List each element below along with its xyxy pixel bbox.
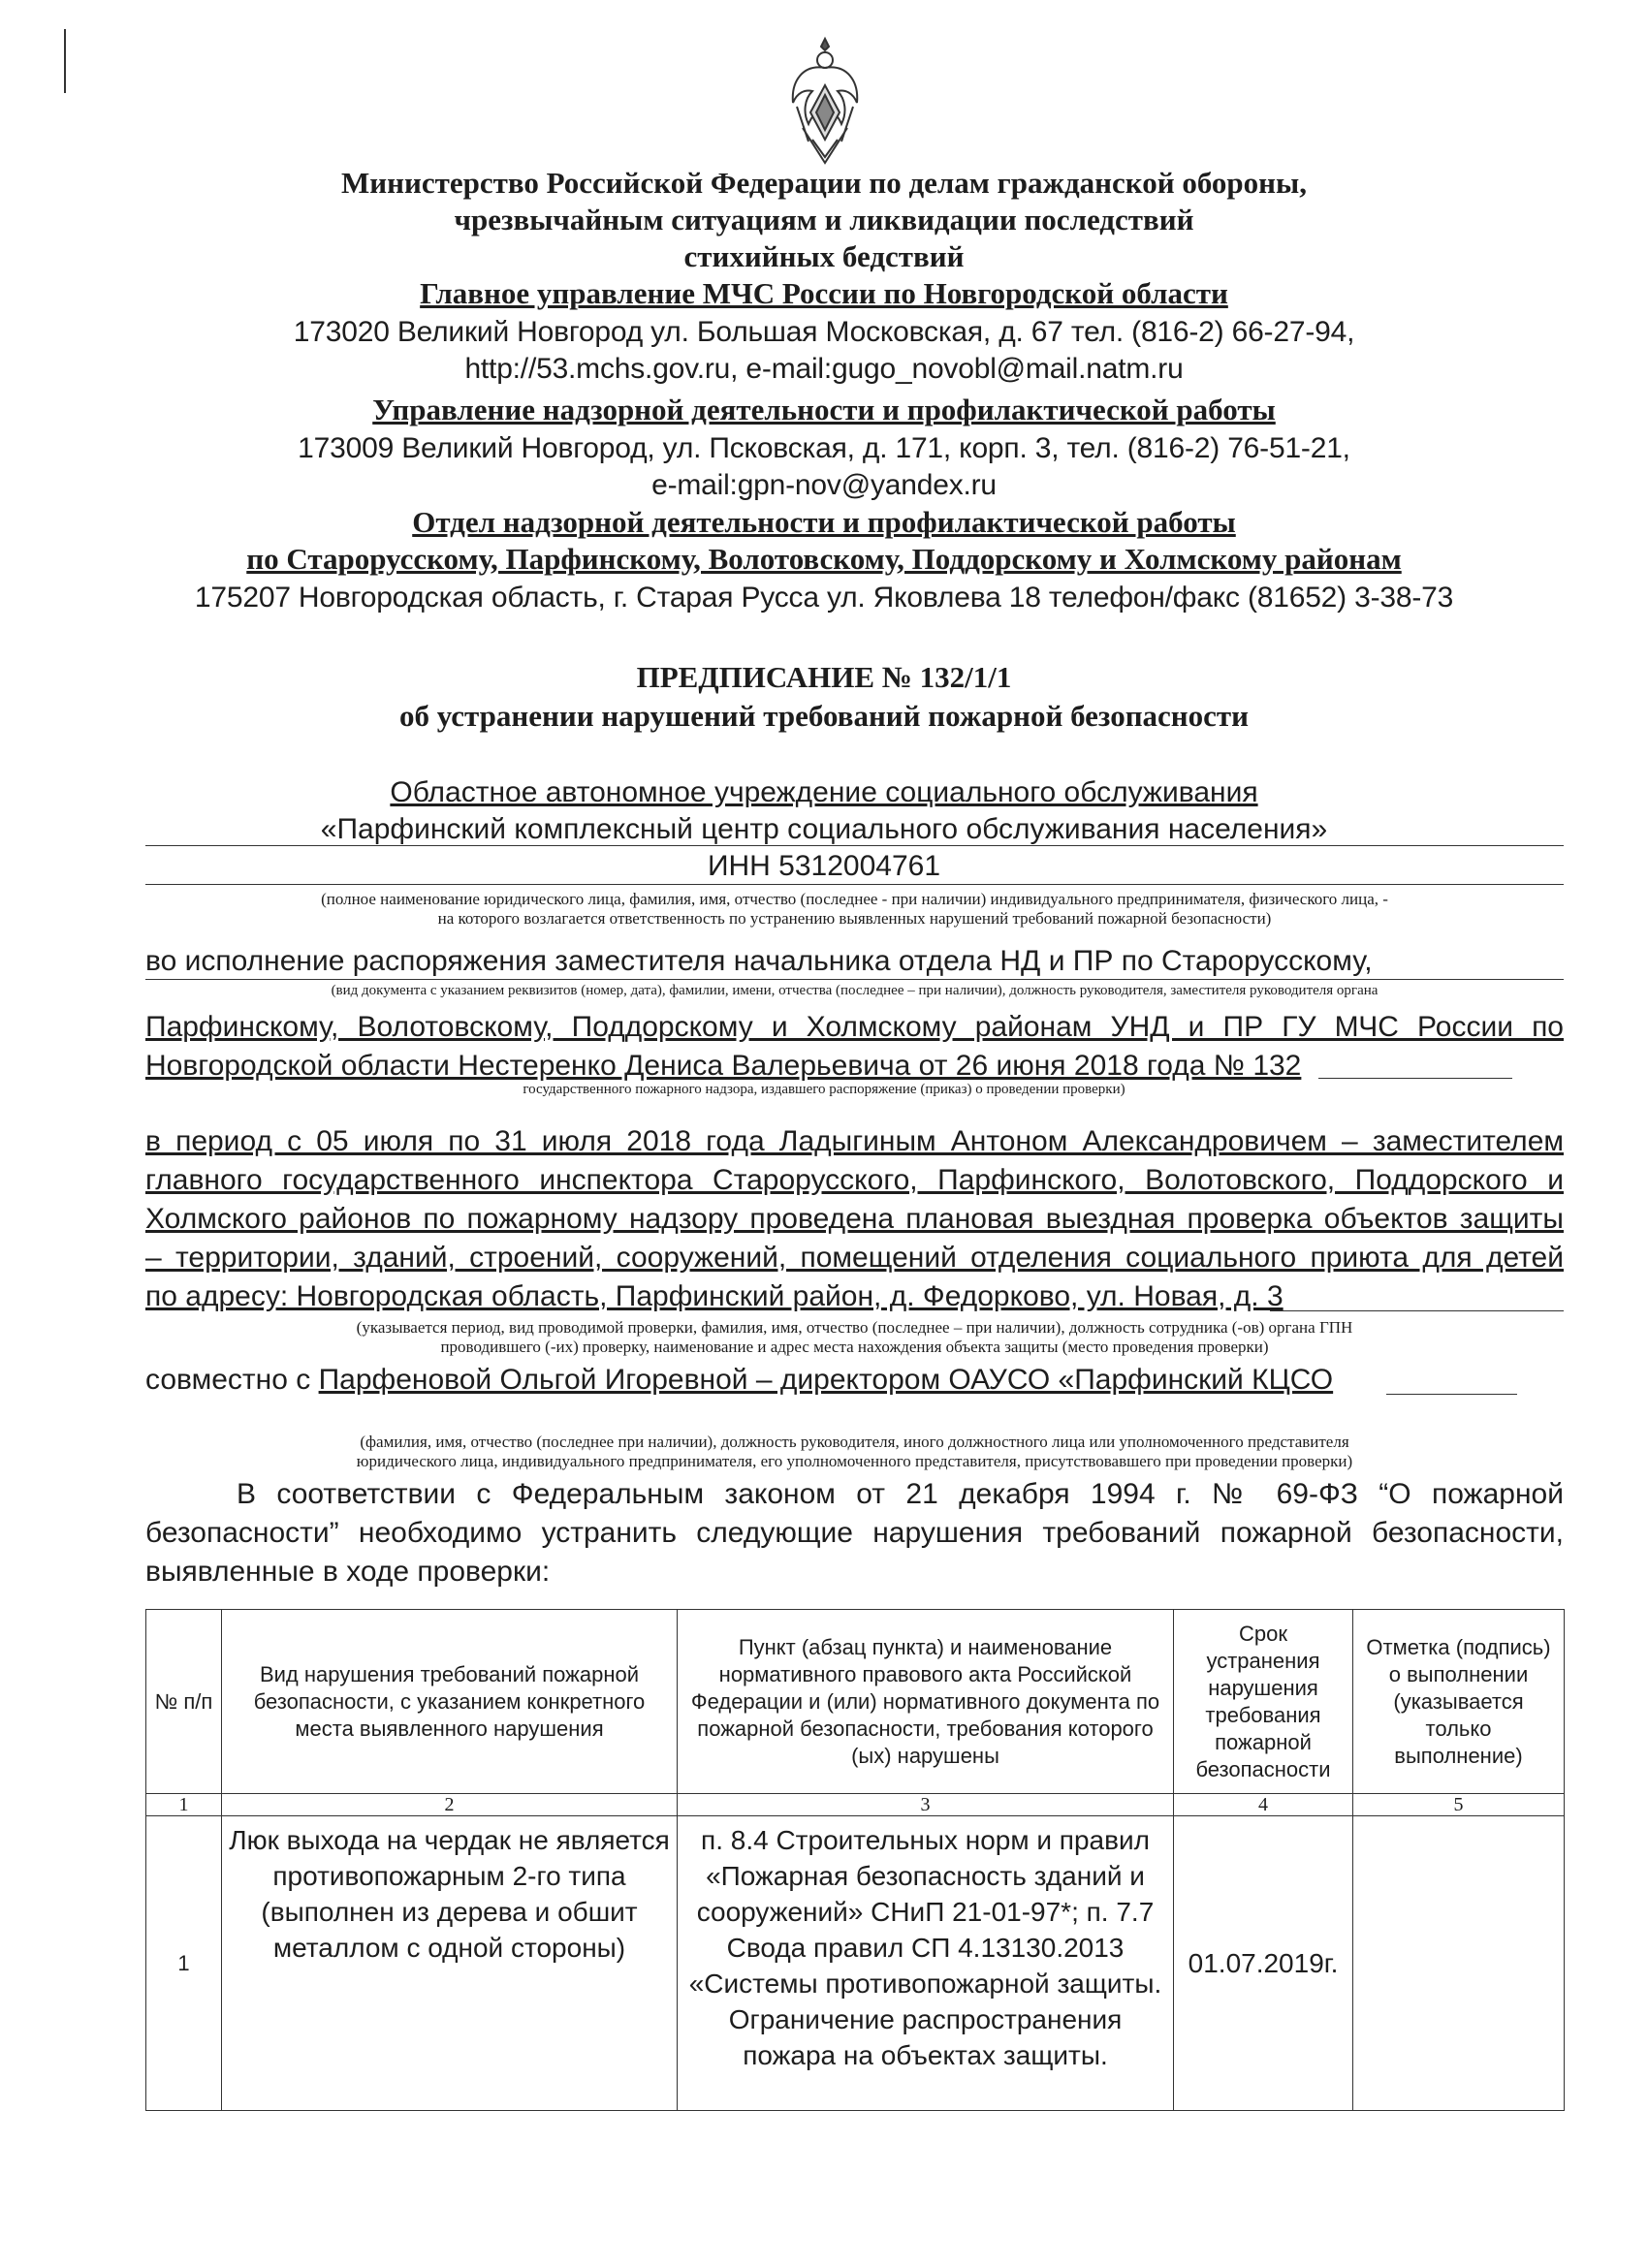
violations-table — [145, 1609, 1565, 2111]
document-subtitle: об устранении нарушений требований пожарной безопасности — [398, 699, 1250, 733]
order-line-2 — [145, 1008, 1564, 1047]
order-caption-1: (вид документа с указанием реквизитов (номер, дата), фамилии, имени, отчества (последнее – при наличии), должность руководителя, заместителя руководителя органа — [331, 983, 1379, 998]
org-inn: ИНН 5312004761 — [707, 850, 941, 882]
row-number: 1 — [146, 1816, 222, 2111]
jointly-caption-2: юридического лица, индивидуального предпринимателя, его уполномоченного представителя, присутствовавшего при проведении проверки) — [356, 1452, 1353, 1470]
law-line-2: безопасности” необходимо устранить следующие нарушения требований пожарной безопасности, — [145, 1517, 1564, 1549]
column-number-2: 2 — [222, 1794, 678, 1816]
org-caption-1: (полное наименование юридического лица, фамилия, имя, отчество (последнее - при наличии) индивидуального предпринимателя, физического лица, - — [321, 890, 1388, 908]
main-address-2: http://53.mchs.gov.ru, e-mail:gugo_novobl@mail.natm.ru — [464, 353, 1184, 385]
ministry-line-1: Министерство Российской Федерации по делам гражданской обороны, — [341, 166, 1307, 200]
department-line-1-text: Отдел надзорной деятельности и профилактической работы — [412, 505, 1236, 539]
inspection-line-3-text: Холмского районов по пожарному надзору проведена плановая выездная проверка объектов защиты — [145, 1203, 1564, 1235]
inspection-caption-1: (указывается период, вид проводимой проверки, фамилия, имя, отчество (последнее – при наличии), должность сотрудника (-ов) органа ГПН — [356, 1318, 1353, 1337]
jointly-underline — [1386, 1394, 1517, 1395]
sub-department — [0, 392, 1648, 428]
main-department-text: Главное управление МЧС России по Новгородской области — [420, 276, 1228, 310]
inspection-underline — [1270, 1310, 1564, 1311]
inspection-line-1 — [145, 1122, 1564, 1161]
sub-department-text: Управление надзорной деятельности и профилактической работы — [372, 393, 1276, 426]
column-number-5: 5 — [1353, 1794, 1565, 1816]
inspection-line-4-text: – территории, зданий, строений, сооружений, помещений отделения социального приюта для детей — [145, 1242, 1564, 1274]
inspection-line-2-text: главного государственного инспектора Старорусского, Парфинского, Волотовского, Поддорского и — [145, 1164, 1564, 1196]
jointly-caption-1: (фамилия, имя, отчество (последнее при наличии), должность руководителя, иного должностного лица или уполномоченного представителя — [360, 1433, 1349, 1451]
jointly-prefix: совместно с — [145, 1364, 319, 1396]
order-line-1: во исполнение распоряжения заместителя начальника отдела НД и ПР по Старорусскому, — [145, 945, 1373, 977]
org-underline-2 — [145, 884, 1564, 885]
table-column-numbers-row — [146, 1794, 1565, 1816]
table-header-row — [146, 1610, 1565, 1794]
header-deadline: Срок устранения нарушения требования пожарной безопасности — [1174, 1610, 1353, 1794]
department-line-2 — [0, 541, 1648, 578]
table-row — [146, 1816, 1565, 2111]
law-line-3: выявленные в ходе проверки: — [145, 1556, 551, 1588]
law-line-1: В соответствии с Федеральным законом от 21 декабря 1994 г. № 69-ФЗ “О пожарной — [237, 1478, 1564, 1510]
header-norm: Пункт (абзац пункта) и наименование нормативного правового акта Российской Федерации и (или) нормативного документа по пожарной безопасности, требования которого (ых) нарушены — [678, 1610, 1174, 1794]
org-caption-2: на которого возлагается ответственность по устранению выявленных нарушений требований пожарной безопасности) — [437, 909, 1272, 928]
order-underline-2 — [1318, 1078, 1512, 1079]
order-line-2-text: Парфинскому, Волотовскому, Поддорскому и Холмскому районам УНД и ПР ГУ МЧС России по — [145, 1011, 1564, 1043]
inspection-line-5-text: по адресу: Новгородская область, Парфинский район, д. Федорково, ул. Новая, д. 3 — [145, 1280, 1284, 1312]
column-number-4: 4 — [1174, 1794, 1353, 1816]
department-line-2-text: по Старорусскому, Парфинскому, Волотовскому, Поддорскому и Холмскому районам — [246, 542, 1402, 576]
column-number-1: 1 — [146, 1794, 222, 1816]
column-number-3: 3 — [678, 1794, 1174, 1816]
order-underline-1 — [145, 979, 1564, 980]
main-address-1: 173020 Великий Новгород ул. Большая Московская, д. 67 тел. (816-2) 66-27-94, — [293, 316, 1355, 348]
org-name-1 — [0, 773, 1648, 812]
department-address: 175207 Новгородская область, г. Старая Русса ул. Яковлева 18 телефон/факс (81652) 3-38-73 — [194, 582, 1454, 614]
row-violation: Люк выхода на чердак не является противопожарным 2-го типа (выполнен из дерева и обшит металлом с одной стороны) — [222, 1816, 678, 2111]
sub-address-2: e-mail:gpn-nov@yandex.ru — [651, 469, 997, 501]
document-title: ПРЕДПИСАНИЕ № 132/1/1 — [636, 660, 1012, 694]
header-number: № п/п — [146, 1610, 222, 1794]
header-mark: Отметка (подпись) о выполнении (указывается только выполнение) — [1353, 1610, 1565, 1794]
row-deadline: 01.07.2019г. — [1174, 1816, 1353, 2111]
org-name-1-text: Областное автономное учреждение социального обслуживания — [390, 776, 1258, 808]
inspection-line-1-text: в период с 05 июля по 31 июля 2018 года Ладыгиным Антоном Александровичем – заместителем — [145, 1125, 1564, 1157]
sub-address-1: 173009 Великий Новгород, ул. Псковская, д. 171, корп. 3, тел. (816-2) 76-51-21, — [298, 432, 1350, 464]
ministry-line-3: стихийных бедствий — [683, 239, 965, 273]
main-department — [0, 275, 1648, 312]
inspection-line-3 — [145, 1200, 1564, 1239]
margin-mark — [64, 29, 66, 93]
inspection-line-4 — [145, 1239, 1564, 1277]
emchs-emblem-icon — [783, 35, 867, 171]
jointly-person: Парфеновой Ольгой Игоревной – директором ОАУСО «Парфинский КЦСО — [318, 1364, 1334, 1396]
org-underline-1 — [145, 845, 1564, 846]
order-line-3-text: Новгородской области Нестеренко Дениса Валерьевича от 26 июня 2018 года № 132 — [145, 1050, 1302, 1082]
ministry-line-2: чрезвычайным ситуациям и ликвидации последствий — [454, 203, 1194, 236]
row-mark — [1353, 1816, 1565, 2111]
order-caption-2: государственного пожарного надзора, издавшего распоряжение (приказ) о проведении проверки) — [523, 1082, 1125, 1097]
header-violation: Вид нарушения требований пожарной безопасности, с указанием конкретного места выявленного нарушения — [222, 1610, 678, 1794]
org-name-2: «Парфинский комплексный центр социального обслуживания населения» — [320, 813, 1328, 845]
jointly-line — [145, 1361, 1564, 1400]
department-line-1 — [0, 504, 1648, 541]
inspection-line-2 — [145, 1161, 1564, 1200]
inspection-caption-2: проводившего (-их) проверку, наименование и адрес места нахождения объекта защиты (место проведения проверки) — [440, 1338, 1269, 1356]
row-norm: п. 8.4 Строительных норм и правил «Пожарная безопасность зданий и сооружений» СНиП 21-01-97*; п. 7.7 Свода правил СП 4.13130.2013 «Системы противопожарной защиты. Ограничение распространения пожара на объектах защиты. — [678, 1816, 1174, 2111]
